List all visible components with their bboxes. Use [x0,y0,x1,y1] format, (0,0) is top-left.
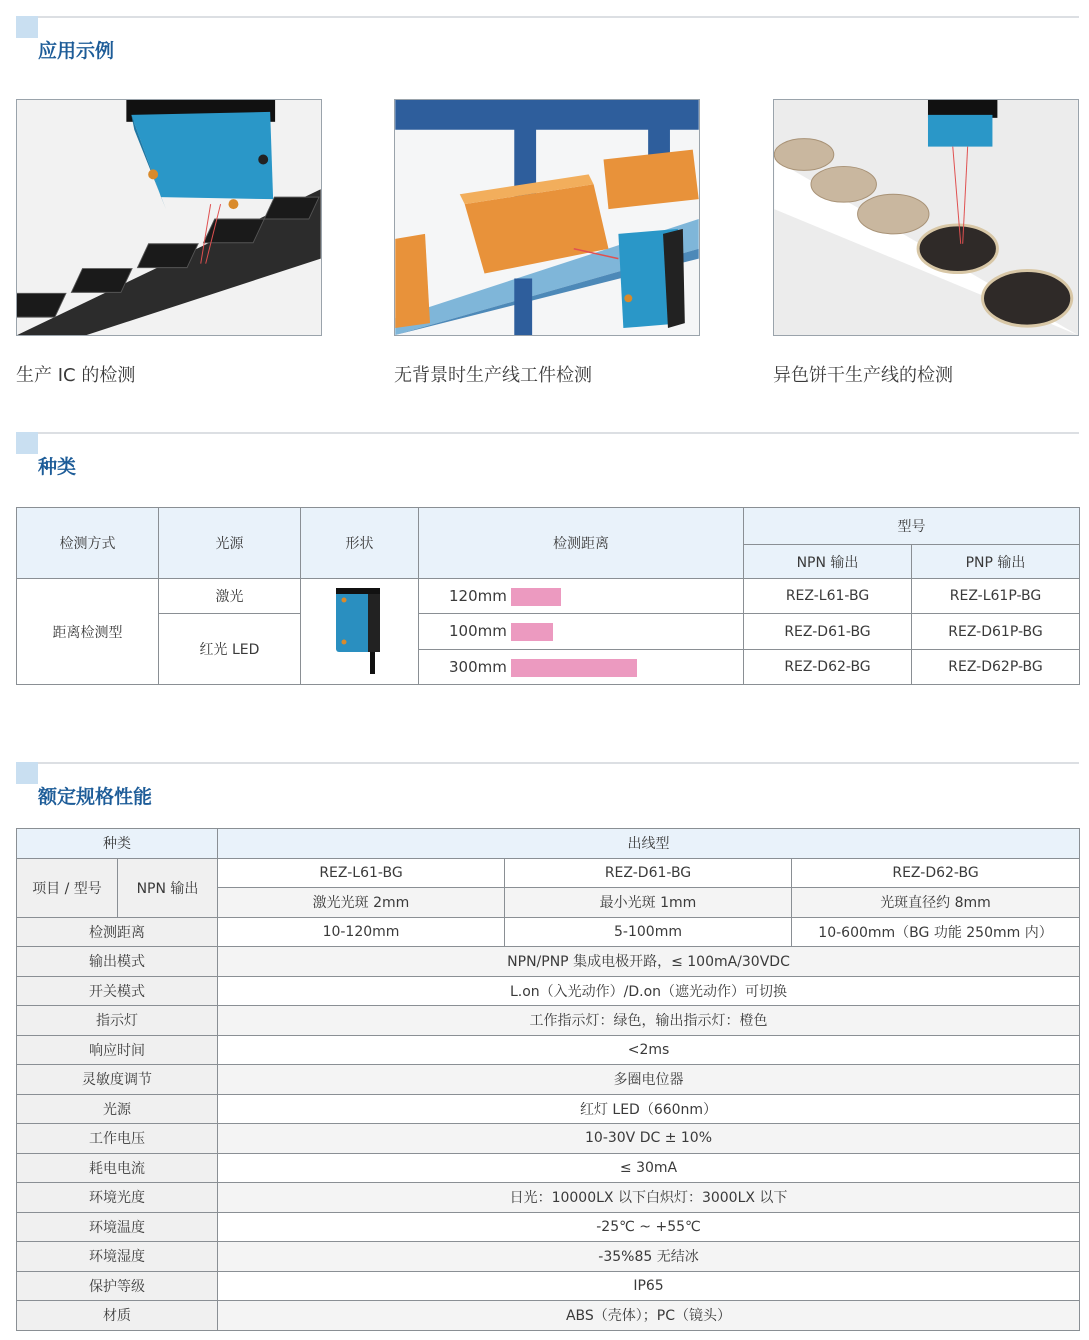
spec-key: 指示灯 [17,1006,218,1036]
spec-key: 材质 [17,1301,218,1331]
kind-label: 种类 [17,829,218,859]
spec-row [17,1035,1080,1065]
spec-row [17,1094,1080,1124]
spec-key: 工作电压 [17,1124,218,1154]
distance-cell [419,579,744,614]
spec-value: 多圈电位器 [218,1065,1080,1095]
distance-cell [419,650,744,685]
spec-key: 开关模式 [17,976,218,1006]
biscuit-inspection-image [773,99,1079,336]
spec-key: 保护等级 [17,1271,218,1301]
spec-value: 工作指示灯：绿色，输出指示灯：橙色 [218,1006,1080,1036]
header-shape: 形状 [301,508,419,579]
app-card-ic [16,99,322,386]
header-light: 光源 [159,508,301,579]
distance-cell [419,614,744,650]
types-section-title: 种类 [38,456,77,478]
light-led: 红光 LED [159,614,301,685]
apps-section-title: 应用示例 [38,40,115,62]
npn-model: REZ-D61-BG [744,614,912,650]
spot-size: 光斑直径约 8mm [792,888,1080,918]
light-laser: 激光 [159,579,301,614]
spec-row [17,1271,1080,1301]
spec-row [17,1301,1080,1331]
spec-value: -35%85 无结冰 [218,1242,1080,1272]
spec-key: 环境光度 [17,1183,218,1213]
table-row [17,579,1080,614]
distance-bar [511,659,637,677]
method-value: 距离检测型 [17,579,159,685]
spec-key: 光源 [17,1094,218,1124]
section-marker [16,16,38,38]
distance-bar [511,623,553,641]
distance-label: 100mm [449,622,507,640]
header-npn: NPN 输出 [744,545,912,579]
header-distance: 检测距离 [419,508,744,579]
spec-key: 响应时间 [17,1035,218,1065]
spec-key: 环境湿度 [17,1242,218,1272]
distance-label: 120mm [449,586,507,605]
app-card-conveyor [394,99,700,386]
distance-bar [511,588,561,606]
app-card-biscuit [773,99,1079,386]
conveyor-inspection-image [394,99,700,336]
npn-model: REZ-D62-BG [744,650,912,685]
spot-size: 最小光斑 1mm [505,888,792,918]
spec-value: 10-30V DC ± 10% [218,1124,1080,1154]
spec-row [17,976,1080,1006]
spec-value: IP65 [218,1271,1080,1301]
model-name: REZ-D62-BG [792,858,1080,888]
spec-row [17,1124,1080,1154]
model-name: REZ-D61-BG [505,858,792,888]
model-name: REZ-L61-BG [218,858,505,888]
distance-label: 300mm [449,657,507,676]
kind-value: 出线型 [218,829,1080,859]
spec-value: <2ms [218,1035,1080,1065]
section-marker [16,432,38,454]
spot-size: 激光光斑 2mm [218,888,505,918]
spec-value: 红灯 LED（660nm） [218,1094,1080,1124]
spec-row [17,1242,1080,1272]
spec-row [17,1006,1080,1036]
spec-row [17,1212,1080,1242]
spec-value: ABS（壳体）；PC（镜头） [218,1301,1080,1331]
item-model-label: 项目 / 型号 [17,858,118,917]
table-row [17,614,1080,650]
spec-row [17,1065,1080,1095]
distance-row-label: 检测距离 [17,917,218,947]
pnp-model: REZ-D62P-BG [912,650,1080,685]
spec-key: 环境温度 [17,1212,218,1242]
section-divider [16,432,1079,434]
pnp-model: REZ-D61P-BG [912,614,1080,650]
spec-key: 耗电电流 [17,1153,218,1183]
pnp-model: REZ-L61P-BG [912,579,1080,614]
app-caption: 生产 IC 的检测 [16,365,136,386]
npn-model: REZ-L61-BG [744,579,912,614]
spec-value: -25℃ ~ +55℃ [218,1212,1080,1242]
spec-table [16,828,1080,1331]
sensor-icon [330,584,390,676]
spec-value: L.on（入光动作）/D.on（遮光动作）可切换 [218,976,1080,1006]
spec-row [17,1153,1080,1183]
app-caption: 异色饼干生产线的检测 [773,365,953,386]
section-marker [16,762,38,784]
spec-value: ≤ 30mA [218,1153,1080,1183]
header-model: 型号 [744,508,1080,545]
sensor-shape-image [301,579,419,685]
app-caption: 无背景时生产线工件检测 [394,365,592,386]
npn-output-label: NPN 输出 [118,858,218,917]
header-method: 检测方式 [17,508,159,579]
spec-key: 灵敏度调节 [17,1065,218,1095]
spec-value: NPN/PNP 集成电极开路，≤ 100mA/30VDC [218,947,1080,977]
spec-section-title: 额定规格性能 [38,786,153,808]
spec-key: 输出模式 [17,947,218,977]
section-divider [16,16,1079,18]
distance-value: 5-100mm [505,917,792,947]
ic-inspection-image [16,99,322,336]
spec-value: 日光：10000LX 以下白炽灯：3000LX 以下 [218,1183,1080,1213]
distance-value: 10-120mm [218,917,505,947]
header-pnp: PNP 输出 [912,545,1080,579]
section-divider [16,762,1079,764]
spec-row [17,947,1080,977]
distance-value: 10-600mm（BG 功能 250mm 内） [792,917,1080,947]
types-table [16,507,1080,685]
spec-row [17,1183,1080,1213]
